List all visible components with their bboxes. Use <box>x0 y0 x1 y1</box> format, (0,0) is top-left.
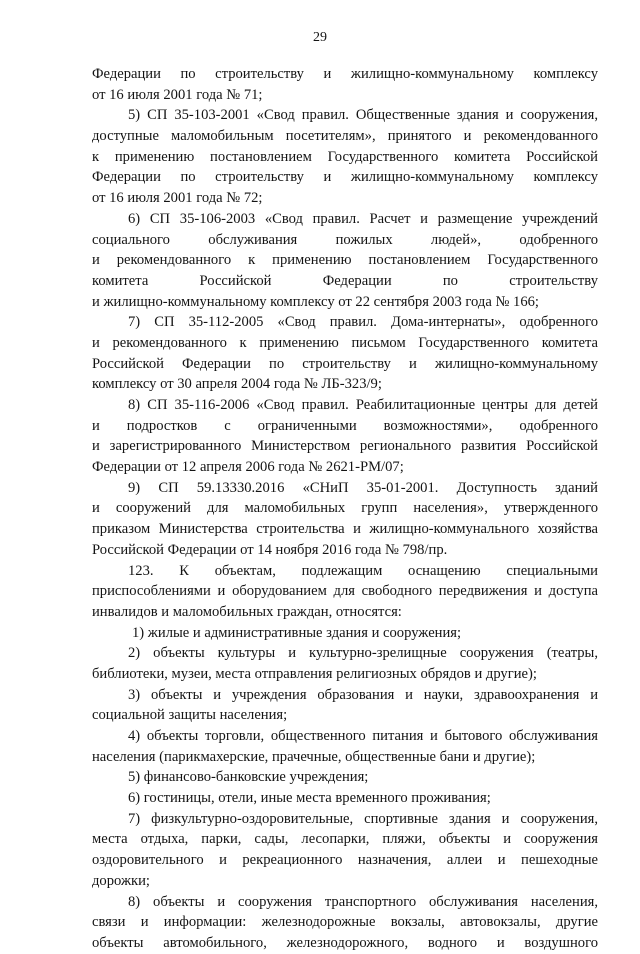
text-line: объекты автомобильного, железнодорожного, водного и воздушного <box>92 934 598 951</box>
text-line: приспособлениями и оборудованием для свободного передвижения и доступа <box>92 583 598 600</box>
text-line: 9) СП 59.13330.2016 «СНиП 35-01-2001. Доступность зданий <box>128 479 598 496</box>
text-line: социального обслуживания пожилых людей», одобренного <box>92 231 598 248</box>
text-line: и подростков с ограниченными возможностями», одобренного <box>92 417 598 434</box>
text-line: 7) СП 35-112-2005 «Свод правил. Дома-интернаты», одобренного <box>128 314 598 331</box>
text-line: библиотеки, музеи, места отправления религиозных обрядов и другие); <box>92 665 537 682</box>
text-line: места отдыха, парки, сады, лесопарки, пляжи, объекты и сооружения <box>92 831 598 848</box>
text-line: 4) объекты торговли, общественного питания и бытового обслуживания <box>128 728 598 744</box>
text-line: 1) жилые и административные здания и сооружения; <box>132 624 462 641</box>
text-line: и зарегистрированного Министерством регионального развития Российской <box>92 438 598 455</box>
text-line: связи и информации: железнодорожные вокзалы, автовокзалы, другие <box>92 914 598 931</box>
text-line: Российской Федерации от 14 ноября 2016 года № 798/пр. <box>92 541 448 558</box>
text-line: 3) объекты и учреждения образования и науки, здравоохранения и <box>128 686 598 703</box>
text-line: 7) физкультурно-оздоровительные, спортивные здания и сооружения, <box>128 810 598 827</box>
text-line: Федерации от 12 апреля 2006 года № 2621-РМ/07; <box>92 459 404 476</box>
body-text <box>92 64 598 954</box>
text-line: от 16 июля 2001 года № 71; <box>92 86 263 103</box>
text-line: комитета Российской Федерации по строительству <box>92 272 598 289</box>
text-line: Федерации по строительству и жилищно-коммунальному комплексу <box>92 169 598 186</box>
text-line: 123. К объектам, подлежащим оснащению специальными <box>128 562 598 579</box>
text-line: комплексу от 30 апреля 2004 года № ЛБ-323/9; <box>92 376 382 393</box>
text-line: 2) объекты культуры и культурно-зрелищные сооружения (театры, <box>128 645 598 662</box>
text-line: доступные маломобильным посетителям», принятого и рекомендованного <box>92 128 598 145</box>
text-line: Федерации по строительству и жилищно-коммунальному комплексу <box>92 66 598 82</box>
text-line: населения (парикмахерские, прачечные, общественные бани и другие); <box>92 748 536 765</box>
text-line: 6) гостиницы, отели, иные места временного проживания; <box>128 790 491 807</box>
text-line: и рекомендованного к применению постановлением Государственного <box>92 252 598 269</box>
text-line: 8) объекты и сооружения транспортного обслуживания населения, <box>128 893 598 910</box>
text-line: социальной защиты населения; <box>92 707 288 724</box>
text-line: и жилищно-коммунальному комплексу от 22 сентября 2003 года № 166; <box>92 293 539 310</box>
text-line: к применению постановлением Государственного комитета Российской <box>92 148 598 165</box>
text-line: 8) СП 35-116-2006 «Свод правил. Реабилитационные центры для детей <box>128 397 598 413</box>
text-line: приказом Министерства строительства и жилищно-коммунального хозяйства <box>92 521 598 538</box>
text-line: инвалидов и маломобильных граждан, относятся: <box>92 603 402 620</box>
text-line: и рекомендованного к применению письмом Государственного комитета <box>92 334 598 351</box>
text-line: и сооружений для маломобильных групп населения», утвержденного <box>92 500 598 517</box>
page-number: 29 <box>313 30 327 45</box>
text-line: 5) СП 35-103-2001 «Свод правил. Общественные здания и сооружения, <box>128 107 598 124</box>
text-line: 5) финансово-банковские учреждения; <box>128 769 369 786</box>
text-line: оздоровительного и рекреационного назначения, аллеи и пешеходные <box>92 852 598 869</box>
text-line: от 16 июля 2001 года № 72; <box>92 190 263 207</box>
text-line: 6) СП 35-106-2003 «Свод правил. Расчет и размещение учреждений <box>128 210 598 227</box>
text-line: дорожки; <box>92 872 150 889</box>
text-line: Российской Федерации по строительству и жилищно-коммунальному <box>92 355 598 372</box>
